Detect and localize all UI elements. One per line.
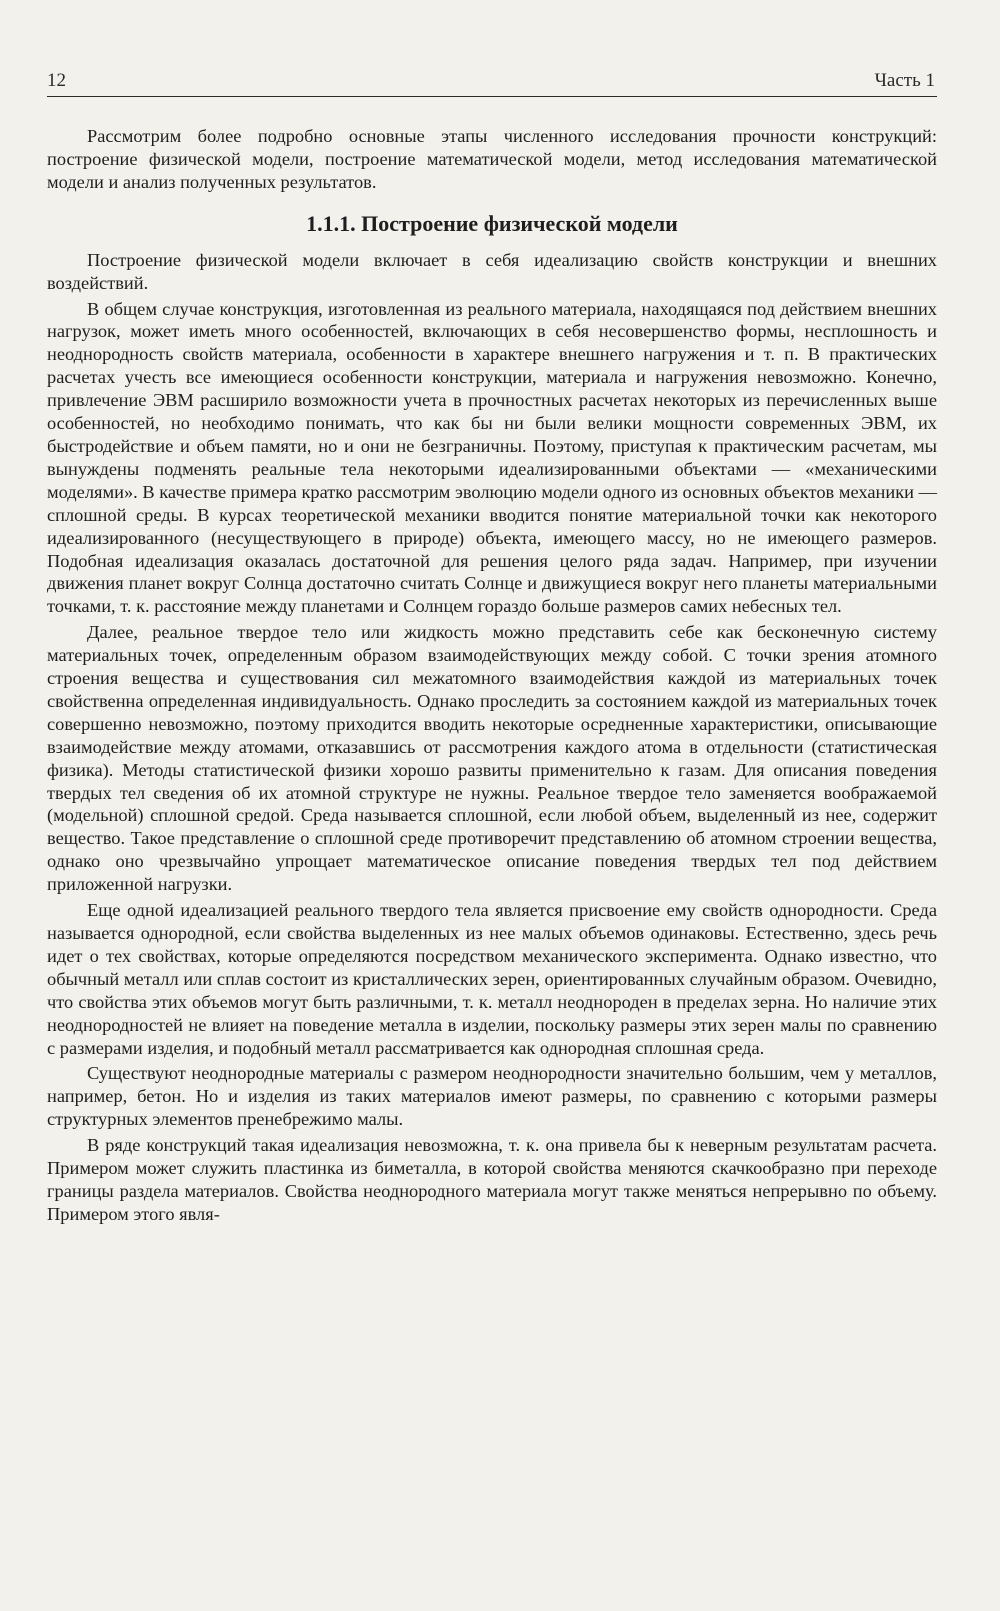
- paragraph: Построение физической модели включает в себя идеализацию свойств конструкции и внешних воздействий.: [47, 249, 937, 293]
- paragraph: Далее, реальное твердое тело или жидкость можно представить себе как бесконечную систему материальных точек, определенным образом взаимодействующих между собой. С точки зрения атомного строения вещества и существования сил межатомного взаимодействия каждой из материальных точек свойственна определенная индивидуальность. Однако проследить за состоянием каждой из материальных точек совершенно невозможно, поэтому приходится вводить некоторые осредненные характеристики, описывающие взаимодействие между атомами, отказавшись от рассмотрения каждого атома в отдельности (статистическая физика). Методы статистической физики хорошо развиты применительно к газам. Для описания поведения твердых тел сведения об их атомной структуре не нужны. Реальное твердое тело заменяется воображаемой (модельной) сплошной средой. Среда называется сплошной, если любой объем, выделенный из нее, содержит вещество. Такое представление о сплошной среде противоречит представлению об атомном строении вещества, однако оно чрезвычайно упрощает математическое описание поведения твердых тел под действием приложенной нагрузки.: [47, 622, 937, 895]
- page-number: 12: [47, 70, 66, 91]
- paragraph: В общем случае конструкция, изготовленная из реального материала, находящаяся под действием внешних нагрузок, может иметь много особенностей, включающих в себя несовершенство формы, несплошность и неоднородность свойств материала, особенности в характере внешнего нагружения и т. п. В практических расчетах учесть все имеющиеся особенности конструкции, материала и нагружения невозможно. Конечно, привлечение ЭВМ расширило возможности учета в прочностных расчетах некоторых из перечисленных выше особенностей, но необходимо понимать, что как бы ни были велики мощности современных ЭВМ, их быстродействие и объем памяти, но и они не безграничны. Поэтому, приступая к практическим расчетам, мы вынуждены подменять реальные тела некоторыми идеализированными объектами — «механическими моделями». В качестве примера кратко рассмотрим эволюцию модели одного из основных объектов механики — сплошной среды. В курсах теоретической механики вводится понятие материальной точки как некоторого идеализированного (несуществующего в природе) объекта, имеющего массу, но не имеющего размеров. Подобная идеализация оказалась достаточной для решения целого ряда задач. Например, при изучении движения планет вокруг Солнца достаточно считать Солнце и движущиеся вокруг него планеты материальными точками, т. к. расстояние между планетами и Солнцем гораздо больше размеров самих небесных тел.: [47, 298, 937, 617]
- paragraph: Еще одной идеализацией реального твердого тела является присвоение ему свойств однородности. Среда называется однородной, если свойства выделенных из нее малых объемов одинаковы. Естественно, здесь речь идет о тех свойствах, которые определяются посредством механического эксперимента. Однако известно, что обычный металл или сплав состоит из кристаллических зерен, ориентированных случайным образом. Очевидно, что свойства этих объемов могут быть различными, т. к. металл неоднороден в пределах зерна. Но наличие этих неоднородностей не влияет на поведение металла в изделии, поскольку размеры этих зерен малы по сравнению с размерами изделия, и подобный металл рассматривается как однородная сплошная среда.: [47, 900, 937, 1058]
- paragraph: Существуют неоднородные материалы с размером неоднородности значительно большим, чем у металлов, например, бетон. Но и изделия из таких материалов имеют размеры, по сравнению с которыми размеры структурных элементов пренебрежимо малы.: [47, 1063, 937, 1130]
- running-header: [47, 70, 937, 97]
- book-page: [47, 70, 937, 1226]
- page-body: [47, 125, 937, 1226]
- part-label: Часть 1: [874, 70, 935, 91]
- intro-paragraph: Рассмотрим более подробно основные этапы численного исследования прочности конструкций: построение физической модели, построение математической модели, метод исследования математической модели и анализ полученных результатов.: [47, 126, 937, 192]
- section-title: 1.1.1. Построение физической модели: [306, 210, 678, 236]
- paragraph: В ряде конструкций такая идеализация невозможна, т. к. она привела бы к неверным результатам расчета. Примером может служить пластинка из биметалла, в которой свойства меняются скачкообразно при переходе границы раздела материалов. Свойства неоднородного материала могут также меняться непрерывно по объему. Примером этого явля-: [47, 1135, 937, 1224]
